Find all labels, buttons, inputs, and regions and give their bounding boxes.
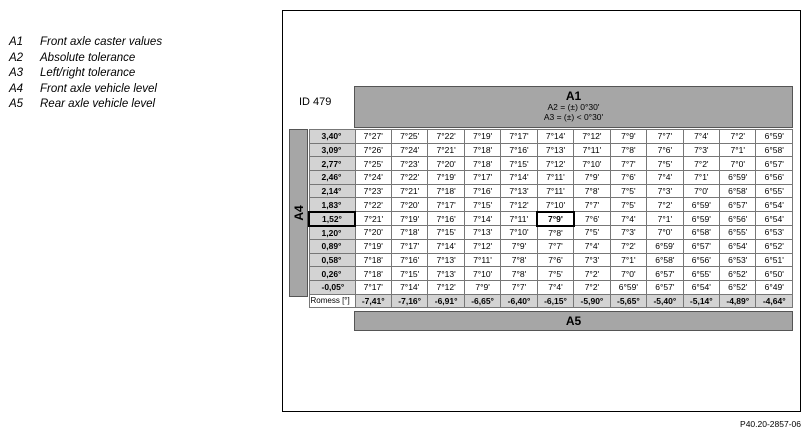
caster-value-cell: 7°5' xyxy=(574,226,610,240)
caster-value-cell: 7°26' xyxy=(355,143,391,157)
caster-value-cell: 7°8' xyxy=(537,226,573,240)
legend-item xyxy=(9,97,162,113)
caster-value-cell: 6°58' xyxy=(683,226,719,240)
caster-value-cell: 6°56' xyxy=(756,171,793,185)
caster-value-cell: 7°6' xyxy=(610,171,646,185)
caster-value-cell: 6°52' xyxy=(720,267,756,281)
romess-label: Romess [°] xyxy=(309,294,355,308)
caster-value-cell: 7°15' xyxy=(428,226,464,240)
caster-value-cell: 7°1' xyxy=(610,253,646,267)
caster-value-cell: 6°52' xyxy=(756,239,793,253)
front-level-cell: 1,83° xyxy=(309,198,355,212)
caster-value-cell: 7°18' xyxy=(464,157,500,171)
caster-value-cell: 7°15' xyxy=(464,198,500,212)
table-row xyxy=(309,212,793,226)
caster-value-cell: 7°5' xyxy=(610,198,646,212)
caster-value-cell: 7°17' xyxy=(464,171,500,185)
caster-value-cell: 7°7' xyxy=(610,157,646,171)
legend-item xyxy=(9,35,162,51)
caster-value-cell: 7°2' xyxy=(574,267,610,281)
legend-text: Left/right tolerance xyxy=(40,67,136,79)
caster-value-cell: 7°21' xyxy=(355,212,391,226)
caster-value-cell: 6°56' xyxy=(683,253,719,267)
rear-level-cell: -5,65° xyxy=(610,294,646,308)
caster-value-cell: 7°4' xyxy=(683,130,719,144)
caster-value-cell: 7°5' xyxy=(610,184,646,198)
front-level-cell: 2,77° xyxy=(309,157,355,171)
caster-value-cell: 7°14' xyxy=(391,280,427,294)
caster-value-cell: 7°19' xyxy=(391,212,427,226)
legend-item xyxy=(9,82,162,98)
a4-bar xyxy=(289,129,308,297)
front-level-cell: 0,89° xyxy=(309,239,355,253)
rear-level-cell: -6,91° xyxy=(428,294,464,308)
caster-value-cell: 7°6' xyxy=(647,143,683,157)
caster-value-cell: 6°51' xyxy=(756,253,793,267)
legend-code: A5 xyxy=(9,98,24,110)
table-row xyxy=(309,226,793,240)
caster-value-cell: 6°59' xyxy=(720,171,756,185)
caster-value-cell: 7°16' xyxy=(464,184,500,198)
table-row xyxy=(309,280,793,294)
caster-value-cell: 7°18' xyxy=(464,143,500,157)
caster-value-cell: 7°24' xyxy=(355,171,391,185)
caster-value-cell: 7°25' xyxy=(355,157,391,171)
caster-value-cell: 7°9' xyxy=(610,130,646,144)
front-level-cell: 0,26° xyxy=(309,267,355,281)
a4-label: A4 xyxy=(291,205,306,221)
caster-value-cell: 7°9' xyxy=(537,212,573,226)
legend-code: A3 xyxy=(9,67,24,79)
caster-value-cell: 7°4' xyxy=(610,212,646,226)
caster-value-cell: 6°57' xyxy=(683,239,719,253)
caster-value-cell: 7°22' xyxy=(428,130,464,144)
caster-value-cell: 6°54' xyxy=(756,198,793,212)
caster-value-cell: 7°24' xyxy=(391,143,427,157)
front-level-cell: 2,14° xyxy=(309,184,355,198)
rear-level-cell: -5,40° xyxy=(647,294,683,308)
legend-code: A4 xyxy=(9,82,24,95)
caster-value-cell: 7°14' xyxy=(464,212,500,226)
romess-row xyxy=(309,294,793,308)
caster-value-cell: 7°0' xyxy=(720,157,756,171)
caster-value-cell: 7°1' xyxy=(683,171,719,185)
caster-value-cell: 7°23' xyxy=(391,157,427,171)
legend-text: Absolute tolerance xyxy=(40,51,136,64)
caster-value-cell: 7°1' xyxy=(647,212,683,226)
caster-value-cell: 6°58' xyxy=(720,184,756,198)
caster-value-cell: 7°19' xyxy=(428,171,464,185)
caster-value-cell: 7°13' xyxy=(537,143,573,157)
rear-level-cell: -5,90° xyxy=(574,294,610,308)
caster-value-cell: 7°18' xyxy=(355,267,391,281)
caster-value-cell: 6°59' xyxy=(647,239,683,253)
caster-value-cell: 7°15' xyxy=(501,157,537,171)
caster-value-cell: 6°59' xyxy=(756,130,793,144)
caster-value-cell: 7°12' xyxy=(501,198,537,212)
legend-item xyxy=(9,51,162,67)
caster-value-cell: 7°12' xyxy=(428,280,464,294)
caster-value-cell: 7°6' xyxy=(537,253,573,267)
rear-level-cell: -6,65° xyxy=(464,294,500,308)
caster-value-cell: 7°12' xyxy=(574,130,610,144)
caster-value-cell: 7°23' xyxy=(355,184,391,198)
caster-value-cell: 7°5' xyxy=(647,157,683,171)
caster-value-cell: 6°54' xyxy=(683,280,719,294)
caster-value-cell: 7°4' xyxy=(574,239,610,253)
caster-value-cell: 6°56' xyxy=(720,212,756,226)
rear-level-cell: -6,15° xyxy=(537,294,573,308)
table-row xyxy=(309,253,793,267)
caster-value-cell: 7°20' xyxy=(391,198,427,212)
caster-value-cell: 7°21' xyxy=(428,143,464,157)
caster-value-cell: 7°13' xyxy=(501,184,537,198)
caster-value-cell: 7°14' xyxy=(501,171,537,185)
caster-value-cell: 6°54' xyxy=(756,212,793,226)
a2-tolerance-text: A2 = (±) 0°30' xyxy=(547,102,600,112)
caster-value-cell: 7°22' xyxy=(391,171,427,185)
caster-value-cell: 7°8' xyxy=(610,143,646,157)
caster-value-cell: 7°13' xyxy=(428,267,464,281)
caster-value-cell: 6°49' xyxy=(756,280,793,294)
table-row xyxy=(309,130,793,144)
caster-value-cell: 7°17' xyxy=(428,198,464,212)
legend-item xyxy=(9,66,162,82)
rear-level-cell: -6,40° xyxy=(501,294,537,308)
caster-value-cell: 7°3' xyxy=(647,184,683,198)
caster-value-cell: 6°57' xyxy=(720,198,756,212)
caster-value-cell: 7°18' xyxy=(391,226,427,240)
caster-value-cell: 7°9' xyxy=(574,171,610,185)
caster-value-cell: 7°10' xyxy=(574,157,610,171)
caster-value-cell: 7°8' xyxy=(574,184,610,198)
front-level-cell: 3,40° xyxy=(309,130,355,144)
front-level-cell: 3,09° xyxy=(309,143,355,157)
caster-value-cell: 6°55' xyxy=(720,226,756,240)
caster-value-cell: 7°7' xyxy=(647,130,683,144)
caster-value-cell: 7°10' xyxy=(537,198,573,212)
caster-value-cell: 7°19' xyxy=(464,130,500,144)
table-row xyxy=(309,267,793,281)
front-level-cell: 0,58° xyxy=(309,253,355,267)
caster-value-cell: 7°10' xyxy=(501,226,537,240)
table-row xyxy=(309,184,793,198)
caster-value-cell: 7°17' xyxy=(355,280,391,294)
caster-value-cell: 6°53' xyxy=(720,253,756,267)
caster-value-cell: 7°8' xyxy=(501,267,537,281)
caster-value-cell: 7°16' xyxy=(391,253,427,267)
front-level-cell: 1,52° xyxy=(309,212,355,226)
caster-value-cell: 7°6' xyxy=(574,212,610,226)
caster-value-cell: 7°18' xyxy=(355,253,391,267)
caster-value-cell: 6°58' xyxy=(647,253,683,267)
rear-level-cell: -5,14° xyxy=(683,294,719,308)
caster-value-cell: 7°8' xyxy=(501,253,537,267)
rear-level-cell: -7,16° xyxy=(391,294,427,308)
caster-value-cell: 7°11' xyxy=(537,171,573,185)
caster-table xyxy=(308,129,793,308)
caster-value-cell: 7°2' xyxy=(647,198,683,212)
caster-value-cell: 7°16' xyxy=(428,212,464,226)
id-label: ID 479 xyxy=(299,96,332,108)
table-row xyxy=(309,171,793,185)
legend-text: Front axle vehicle level xyxy=(40,82,157,95)
caster-value-cell: 7°15' xyxy=(391,267,427,281)
caster-value-cell: 7°7' xyxy=(537,239,573,253)
table-row xyxy=(309,143,793,157)
legend-text: Front axle caster values xyxy=(40,36,163,48)
caster-value-cell: 7°9' xyxy=(464,280,500,294)
caster-value-cell: 6°50' xyxy=(756,267,793,281)
caster-value-cell: 7°0' xyxy=(647,226,683,240)
caster-value-cell: 7°20' xyxy=(428,157,464,171)
caster-value-cell: 7°7' xyxy=(574,198,610,212)
table-row xyxy=(309,157,793,171)
caster-value-cell: 7°3' xyxy=(574,253,610,267)
caster-value-cell: 7°17' xyxy=(391,239,427,253)
rear-level-cell: -4,64° xyxy=(756,294,793,308)
caster-value-cell: 7°4' xyxy=(537,280,573,294)
caster-value-cell: 7°11' xyxy=(464,253,500,267)
caster-value-cell: 7°10' xyxy=(464,267,500,281)
caster-value-cell: 7°2' xyxy=(610,239,646,253)
caster-value-cell: 7°2' xyxy=(720,130,756,144)
caster-value-cell: 7°17' xyxy=(501,130,537,144)
caster-value-cell: 7°2' xyxy=(574,280,610,294)
table-row xyxy=(309,239,793,253)
a1-title: A1 xyxy=(565,89,582,103)
caster-value-cell: 6°54' xyxy=(720,239,756,253)
caster-value-cell: 6°55' xyxy=(756,184,793,198)
legend-code: A1 xyxy=(9,36,24,48)
caster-value-cell: 6°59' xyxy=(683,198,719,212)
table-row xyxy=(309,198,793,212)
caster-value-cell: 6°53' xyxy=(756,226,793,240)
caster-value-cell: 7°9' xyxy=(501,239,537,253)
rear-level-cell: -4,89° xyxy=(720,294,756,308)
caster-value-cell: 6°59' xyxy=(683,212,719,226)
legend-text: Rear axle vehicle level xyxy=(40,98,156,110)
caster-value-cell: 7°12' xyxy=(537,157,573,171)
caster-value-cell: 6°57' xyxy=(647,267,683,281)
rear-level-cell: -7,41° xyxy=(355,294,391,308)
caster-value-cell: 7°14' xyxy=(428,239,464,253)
caster-value-cell: 7°2' xyxy=(683,157,719,171)
caster-value-cell: 7°18' xyxy=(428,184,464,198)
caster-value-cell: 7°7' xyxy=(501,280,537,294)
caster-value-cell: 7°4' xyxy=(647,171,683,185)
caster-value-cell: 7°13' xyxy=(464,226,500,240)
a5-bar: A5 xyxy=(354,311,793,331)
caster-value-cell: 7°14' xyxy=(537,130,573,144)
caster-value-cell: 7°22' xyxy=(355,198,391,212)
a1-header xyxy=(354,86,793,128)
front-level-cell: 2,46° xyxy=(309,171,355,185)
a3-tolerance-text: A3 = (±) < 0°30' xyxy=(543,111,604,122)
caster-value-cell: 7°21' xyxy=(391,184,427,198)
caster-value-cell: 6°52' xyxy=(720,280,756,294)
caster-value-cell: 7°13' xyxy=(428,253,464,267)
caster-value-cell: 7°16' xyxy=(501,143,537,157)
caster-value-cell: 7°11' xyxy=(501,212,537,226)
legend-code: A2 xyxy=(9,51,24,64)
caster-value-cell: 7°0' xyxy=(610,267,646,281)
caster-value-cell: 7°27' xyxy=(355,130,391,144)
caster-value-cell: 7°19' xyxy=(355,239,391,253)
caster-value-cell: 7°11' xyxy=(574,143,610,157)
caster-value-cell: 7°12' xyxy=(464,239,500,253)
footer-reference: P40.20-2857-06 xyxy=(740,419,801,429)
caster-value-cell: 7°1' xyxy=(720,143,756,157)
caster-value-cell: 6°57' xyxy=(647,280,683,294)
caster-value-cell: 6°55' xyxy=(683,267,719,281)
front-level-cell: 1,20° xyxy=(309,226,355,240)
caster-value-cell: 6°59' xyxy=(610,280,646,294)
caster-value-cell: 6°57' xyxy=(756,157,793,171)
front-level-cell: -0,05° xyxy=(309,280,355,294)
caster-value-cell: 7°3' xyxy=(683,143,719,157)
caster-value-cell: 7°11' xyxy=(537,184,573,198)
caster-value-cell: 7°0' xyxy=(683,184,719,198)
legend xyxy=(9,35,162,113)
caster-value-cell: 7°20' xyxy=(355,226,391,240)
caster-value-cell: 7°5' xyxy=(537,267,573,281)
caster-value-cell: 7°3' xyxy=(610,226,646,240)
caster-value-cell: 6°58' xyxy=(756,143,793,157)
caster-value-cell: 7°25' xyxy=(391,130,427,144)
